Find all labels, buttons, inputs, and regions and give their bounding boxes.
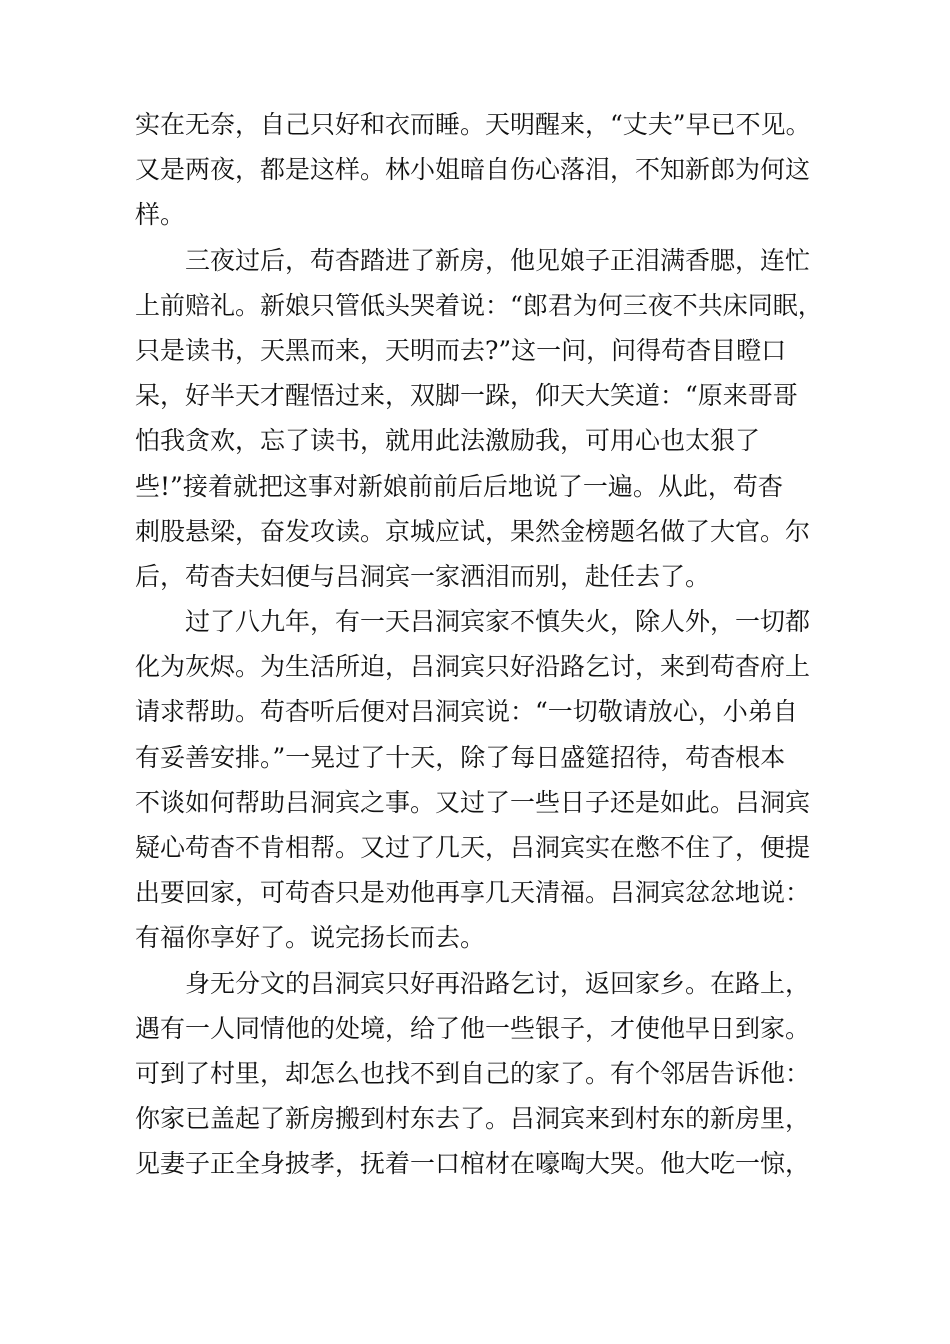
text-line: 后，苟杳夫妇便与吕洞宾一家洒泪而别，赴任去了。	[135, 561, 711, 591]
text-line: 刺股悬梁，奋发攻读。京城应试，果然金榜题名做了大官。尔	[135, 516, 811, 546]
text-line: 怕我贪欢，忘了读书，就用此法激励我，可用心也太狠了	[135, 426, 761, 456]
text-line: 遇有一人同情他的处境，给了他一些银子，才使他早日到家。	[135, 1013, 811, 1043]
text-line: 出要回家，可苟杳只是劝他再享几天清福。吕洞宾忿忿地说：	[135, 878, 811, 908]
text-line: 三夜过后，苟杳踏进了新房，他见娘子正泪满香腮，连忙	[135, 245, 811, 275]
text-line: 有妥善安排。”一晃过了十天，除了每日盛筵招待，苟杳根本	[135, 742, 786, 772]
text-line: 过了八九年，有一天吕洞宾家不慎失火，除人外，一切都	[135, 607, 811, 637]
text-line: 又是两夜，都是这样。林小姐暗自伤心落泪，不知新郎为何这	[135, 155, 811, 185]
text-line: 你家已盖起了新房搬到村东去了。吕洞宾来到村东的新房里，	[135, 1104, 811, 1134]
text-line: 不谈如何帮助吕洞宾之事。又过了一些日子还是如此。吕洞宾	[135, 787, 811, 817]
text-line: 样。	[135, 200, 186, 230]
text-line: 上前赔礼。新娘只管低头哭着说：“郎君为何三夜不共床同眠，	[135, 290, 823, 320]
text-line: 呆，好半天才醒悟过来，双脚一跺，仰天大笑道：“原来哥哥	[135, 381, 798, 411]
text-line: 请求帮助。苟杳听后便对吕洞宾说：“一切敬请放心，小弟自	[135, 697, 798, 727]
body-text	[135, 102, 845, 1187]
text-line: 疑心苟杳不肯相帮。又过了几天，吕洞宾实在憋不住了，便提	[135, 833, 811, 862]
text-line: 只是读书，天黑而来，天明而去?”这一问，问得苟杳目瞪口	[135, 335, 787, 365]
text-line: 可到了村里，却怎么也找不到自己的家了。有个邻居告诉他：	[135, 1058, 811, 1088]
text-line: 实在无奈，自己只好和衣而睡。天明醒来，“丈夫”早已不见。	[135, 110, 811, 139]
text-line: 见妻子正全身披孝，抚着一口棺材在嚎啕大哭。他大吃一惊，	[135, 1149, 811, 1179]
text-line: 有福你享好了。说完扬长而去。	[135, 923, 486, 953]
text-line: 身无分文的吕洞宾只好再沿路乞讨，返回家乡。在路上，	[135, 968, 811, 998]
text-line: 些!”接着就把这事对新娘前前后后地说了一遍。从此，苟杳	[135, 471, 783, 501]
text-line: 化为灰烬。为生活所迫，吕洞宾只好沿路乞讨，来到苟杳府上	[135, 652, 811, 682]
